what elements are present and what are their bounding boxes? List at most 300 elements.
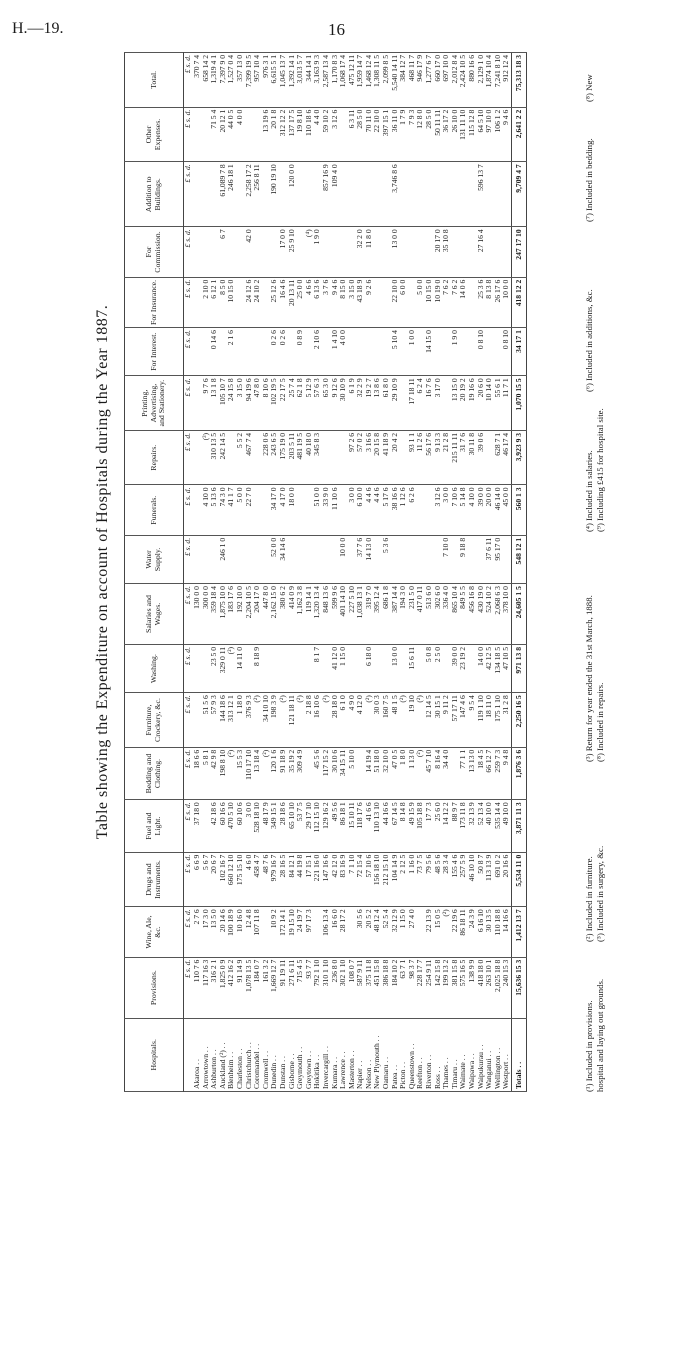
table-cell: 9 4 6 <box>502 107 511 162</box>
table-cell: 227 5 10 <box>348 584 357 645</box>
table-cell: 41 1 7 <box>227 485 236 535</box>
table-row <box>348 53 357 1092</box>
table-cell: 14 0 6 <box>459 277 468 327</box>
table-cell: 3 16 6 <box>365 430 374 485</box>
table-cell: 6 7 <box>219 227 228 277</box>
table-cell: 575 16 5 <box>459 957 468 1018</box>
table-cell <box>356 162 365 227</box>
table-cell <box>193 227 202 277</box>
table-cell: 20 14 6 <box>219 907 228 957</box>
table-cell <box>485 227 494 277</box>
table-cell: 660 12 10 <box>227 852 236 907</box>
table-cell: 77 1 1 <box>459 747 468 799</box>
table-row <box>399 53 408 1092</box>
table-cell: 387 14 4 <box>391 584 400 645</box>
table-cell <box>253 485 262 535</box>
table-cell: 16 7 6 <box>425 376 434 431</box>
table-cell <box>373 227 382 277</box>
table-cell: 42 0 <box>245 227 254 277</box>
table-cell: 312 12 2 <box>279 107 288 162</box>
table-cell: 120 1 6 <box>270 747 279 799</box>
table-cell: 7 1 10 <box>348 852 357 907</box>
table-cell: (²) <box>416 693 425 748</box>
row-label: Reefton . . <box>416 1018 425 1091</box>
table-cell: 7 6 2 <box>442 277 451 327</box>
table-cell: 51 0 0 <box>313 485 322 535</box>
table-cell: 8 14 8 <box>399 800 408 852</box>
footnote-1-cont: hospital and laying out grounds. <box>595 978 605 1092</box>
table-cell: 60 16 6 <box>219 800 228 852</box>
table-cell: 8 16 4 <box>434 747 443 799</box>
table-cell: 417 0 11 <box>416 584 425 645</box>
table-cell: 215 11 11 <box>451 430 460 485</box>
table-cell: 31 2 8 <box>502 693 511 748</box>
table-cell: £ s. d. <box>184 430 194 485</box>
table-cell: 228 17 7 <box>416 957 425 1018</box>
table-cell <box>425 535 434 583</box>
table-cell: 35 10 8 <box>442 227 451 277</box>
table-cell: 254 9 11 <box>425 957 434 1018</box>
row-label: Westport . . <box>502 1018 511 1091</box>
table-cell: 110 18 6 <box>305 107 314 162</box>
table-cell: 976 3 1 <box>262 53 271 108</box>
table-cell: 3,163 9 3 <box>313 53 322 108</box>
table-cell: 20 0 0 <box>485 485 494 535</box>
table-cell: 628 7 1 <box>494 430 503 485</box>
table-cell: 313 12 1 <box>227 693 236 748</box>
table-cell: 857 16 9 <box>322 162 331 227</box>
table-cell <box>288 535 297 583</box>
table-cell: 17 18 11 <box>408 376 417 431</box>
table-cell: 3,013 5 7 <box>296 53 305 108</box>
table-cell: 14 15 0 <box>425 328 434 376</box>
table-cell: 63 7 1 <box>399 957 408 1018</box>
table-cell: 596 13 7 <box>477 162 486 227</box>
column-header: Provisions. <box>125 957 184 1018</box>
table-cell <box>425 162 434 227</box>
table-cell <box>245 107 254 162</box>
table-cell: 418 12 2 <box>511 277 526 327</box>
table-cell: (²) <box>253 693 262 748</box>
table-cell: 61 8 0 <box>382 376 391 431</box>
table-cell: 4 12 0 <box>356 693 365 748</box>
table-cell: 381 15 8 <box>451 957 460 1018</box>
table-cell: 686 1 8 <box>382 584 391 645</box>
table-cell: 2,012 8 4 <box>451 53 460 108</box>
table-cell: 47 0 5 <box>391 747 400 799</box>
table-cell: 6 3 11 <box>348 107 357 162</box>
table-cell: 1,277 6 7 <box>425 53 434 108</box>
table-cell: 2,129 1 0 <box>477 53 486 108</box>
table-cell: 271 6 11 <box>288 957 297 1018</box>
table-cell: 43 18 9 <box>356 277 365 327</box>
column-header: Salaries and Wages. <box>125 584 184 645</box>
row-label: Cromwell . . <box>262 1018 271 1091</box>
table-cell: 48 12 4 <box>373 907 382 957</box>
table-cell: 18 4 5 <box>477 747 486 799</box>
table-cell: 19 2 7 <box>365 376 374 431</box>
table-row <box>373 53 382 1092</box>
table-cell: 15 6 11 <box>408 644 417 692</box>
table-cell: 204 17 0 <box>253 584 262 645</box>
table-cell: 4 6 0 <box>245 852 254 907</box>
table-cell: 19 16 6 <box>468 376 477 431</box>
table-cell <box>485 328 494 376</box>
table-cell: 10 14 0 <box>485 376 494 431</box>
table-cell: 9 4 6 <box>331 277 340 327</box>
table-cell: 6 10 0 <box>356 485 365 535</box>
table-cell: 2 7 6 <box>193 907 202 957</box>
table-cell: 20 19 2 <box>459 376 468 431</box>
table-cell <box>322 430 331 485</box>
table-cell: 24 10 2 <box>253 277 262 327</box>
table-cell: 14 0 0 <box>477 644 486 692</box>
table-cell: 3 7 6 <box>322 277 331 327</box>
table-cell: 4 10 0 <box>468 485 477 535</box>
row-label: Charleston . . <box>236 1018 245 1091</box>
table-cell: 192 10 0 <box>236 584 245 645</box>
footnote-3: (³) Return for year ended the 31st March, 1888. <box>584 595 594 762</box>
table-cell: 70 11 0 <box>365 107 374 162</box>
table-cell: 13 0 0 <box>391 227 400 277</box>
table-cell: 3 12 6 <box>331 107 340 162</box>
table-cell: 11 7 1 <box>502 376 511 431</box>
table-cell: 60 10 6 <box>236 800 245 852</box>
table-row <box>356 53 365 1092</box>
table-cell: 30 10 9 <box>339 376 348 431</box>
table-cell: (⁴) <box>305 227 314 277</box>
table-cell: 184 0 7 <box>253 957 262 1018</box>
table-cell: 97 2 6 <box>348 430 357 485</box>
table-cell: 228 0 6 <box>262 430 271 485</box>
table-cell: 21 2 8 <box>442 430 451 485</box>
column-header: Other Expenses. <box>125 107 184 162</box>
table-cell: 6 0 0 <box>399 277 408 327</box>
column-header: Washing. <box>125 644 184 692</box>
table-cell: 51 5 6 <box>202 693 211 748</box>
table-cell: 45 0 0 <box>502 485 511 535</box>
table-cell: 697 10 0 <box>442 53 451 108</box>
table-cell: 12 4 8 <box>245 907 254 957</box>
table-cell: 40 18 0 <box>305 430 314 485</box>
table-cell: 1 18 0 <box>236 693 245 748</box>
table-cell: 263 10 1 <box>485 957 494 1018</box>
table-cell: 28 18 6 <box>279 800 288 852</box>
footnote-4: (⁴) Included in salaries. <box>584 450 594 532</box>
table-cell: 49 5 6 <box>331 800 340 852</box>
table-cell: 32 2 0 <box>356 227 365 277</box>
table-cell: 129 16 2 <box>322 800 331 852</box>
table-cell <box>279 644 288 692</box>
table-cell: 1,412 13 7 <box>511 907 526 957</box>
table-cell: 1,669 12 7 <box>270 957 279 1018</box>
table-cell: 144 18 6 <box>219 693 228 748</box>
table-cell: 4 17 0 <box>279 485 288 535</box>
table-cell: 113 13 9 <box>485 852 494 907</box>
table-cell: 31 7 6 <box>459 430 468 485</box>
table-cell: 257 5 9 <box>459 852 468 907</box>
table-cell <box>236 328 245 376</box>
row-label: Coromandel . . <box>253 1018 262 1091</box>
table-cell: 2,204 10 5 <box>245 584 254 645</box>
table-cell: 658 14 2 <box>202 53 211 108</box>
column-header: Wine, Ale, &c. <box>125 907 184 957</box>
table-cell: 1,319 4 1 <box>210 53 219 108</box>
table-cell <box>399 535 408 583</box>
table-cell: 29 10 9 <box>391 376 400 431</box>
table-cell <box>373 644 382 692</box>
table-cell: 2,258 17 2 <box>245 162 254 227</box>
table-cell: 3,746 8 6 <box>391 162 400 227</box>
row-label: Wanganui . . <box>485 1018 494 1091</box>
table-cell <box>408 535 417 583</box>
table-cell: 11 10 6 <box>331 485 340 535</box>
table-cell: 106 1 2 <box>494 107 503 162</box>
table-cell: 2 1 6 <box>227 328 236 376</box>
table-cell: 20 15 8 <box>373 430 382 485</box>
table-cell: 14 12 2 <box>442 800 451 852</box>
table-cell: 16 10 6 <box>313 693 322 748</box>
table-cell <box>373 328 382 376</box>
table-cell: 117 15 2 <box>322 747 331 799</box>
units-row <box>184 53 194 1092</box>
table-cell: 1,825 0 9 <box>219 957 228 1018</box>
table-cell: 35 19 2 <box>288 747 297 799</box>
table-cell: 32 2 9 <box>356 376 365 431</box>
table-cell: £ s. d. <box>184 107 194 162</box>
table-cell: 6 1 0 <box>339 693 348 748</box>
table-cell: 1 13 0 <box>408 747 417 799</box>
row-label: Totals . . <box>511 1018 526 1091</box>
table-cell: 14 13 0 <box>365 535 374 583</box>
table-cell: 7 6 2 <box>451 277 460 327</box>
table-cell: 175 1 10 <box>494 693 503 748</box>
expenditure-table <box>124 52 527 1092</box>
table-cell: 2 12 5 <box>399 852 408 907</box>
table-cell: 7 10 0 <box>442 535 451 583</box>
table-cell: 3 0 0 <box>245 800 254 852</box>
table-cell <box>202 162 211 227</box>
table-cell <box>313 535 322 583</box>
table-cell: 5 17 6 <box>382 485 391 535</box>
table-cell: 110 7 6 <box>193 957 202 1018</box>
table-cell: 173 11 8 <box>459 800 468 852</box>
row-label: Riverton . . <box>425 1018 434 1091</box>
table-cell: 528 18 10 <box>253 800 262 852</box>
table-cell <box>434 328 443 376</box>
table-cell: 1 0 0 <box>408 328 417 376</box>
table-cell: 256 8 11 <box>253 162 262 227</box>
table-cell: 8 1 7 <box>313 644 322 692</box>
table-cell: 418 18 0 <box>477 957 486 1018</box>
column-header: Bedding and Clothing. <box>125 747 184 799</box>
table-cell: 1,527 0 4 <box>227 53 236 108</box>
table-cell: 20 5 2 <box>365 907 374 957</box>
table-cell: 45 5 6 <box>313 747 322 799</box>
table-row <box>331 53 340 1092</box>
table-cell: 6 6 9 <box>193 852 202 907</box>
table-cell: 6 2 6 <box>408 485 417 535</box>
table-cell: 397 15 1 <box>382 107 391 162</box>
table-cell: 3 12 6 <box>434 485 443 535</box>
table-cell: 6 1 9 <box>348 376 357 431</box>
table-cell <box>262 644 271 692</box>
table-cell: 243 6 5 <box>270 430 279 485</box>
table-cell: 599 9 6 <box>331 584 340 645</box>
table-cell: 39 0 0 <box>477 485 486 535</box>
table-cell: 160 7 5 <box>382 693 391 748</box>
table-cell: 30 10 6 <box>331 747 340 799</box>
table-cell <box>356 328 365 376</box>
header-row <box>125 53 184 1092</box>
table-cell: 3 15 0 <box>236 376 245 431</box>
table-cell: 34 17 0 <box>270 485 279 535</box>
table-cell: 2,641 2 2 <box>511 107 526 162</box>
table-cell: 17 3 0 <box>202 907 211 957</box>
table-cell: 34 17 1 <box>511 328 526 376</box>
table-cell: 41 12 0 <box>331 644 340 692</box>
table-cell: 3 17 0 <box>434 376 443 431</box>
table-cell <box>236 535 245 583</box>
table-cell: 2,025 18 8 <box>494 957 503 1018</box>
table-cell: 50 8 7 <box>477 852 486 907</box>
table-row <box>477 53 486 1092</box>
table-cell: 11 2 6 <box>416 430 425 485</box>
table-cell: 2 10 6 <box>313 328 322 376</box>
table-cell: 513 6 0 <box>425 584 434 645</box>
table-cell: 65 10 10 <box>288 800 297 852</box>
table-cell: 247 17 10 <box>511 227 526 277</box>
table-cell: 1,045 13 7 <box>279 53 288 108</box>
table-cell <box>365 328 374 376</box>
table-cell <box>416 227 425 277</box>
table-cell <box>270 644 279 692</box>
table-cell <box>262 227 271 277</box>
table-row <box>236 53 245 1092</box>
row-label: Gisborne . . <box>288 1018 297 1091</box>
table-cell: 378 10 0 <box>502 584 511 645</box>
table-cell: 5,534 11 0 <box>511 852 526 907</box>
row-label: Masterton . . <box>348 1018 357 1091</box>
table-cell: 175 19 0 <box>279 430 288 485</box>
table-cell: 475 12 11 <box>348 53 357 108</box>
table-cell: 34 15 11 <box>339 747 348 799</box>
table-cell: 49 10 0 <box>502 800 511 852</box>
table-cell: 1,068 17 4 <box>339 53 348 108</box>
table-cell: 560 1 3 <box>511 485 526 535</box>
table-cell: 5 0 0 <box>236 485 245 535</box>
table-cell: 24,605 1 5 <box>511 584 526 645</box>
table-cell: 9 12 6 <box>331 376 340 431</box>
table-cell: 57 0 2 <box>356 430 365 485</box>
table-cell: 412 16 2 <box>227 957 236 1018</box>
table-cell: 3 0 0 <box>442 485 451 535</box>
row-label: Arrowtown . . <box>202 1018 211 1091</box>
table-row <box>245 53 254 1092</box>
table-cell: £ s. d. <box>184 162 194 227</box>
table-cell: 44 19 8 <box>296 852 305 907</box>
row-label: Lawrence . . <box>339 1018 348 1091</box>
table-cell: 37 6 11 <box>485 535 494 583</box>
table-row <box>485 53 494 1092</box>
table-cell: 957 10 4 <box>253 53 262 108</box>
table-cell <box>399 162 408 227</box>
row-label: Patea . . <box>391 1018 400 1091</box>
table-cell: 17 15 1 <box>305 852 314 907</box>
table-row <box>339 53 348 1092</box>
table-cell: 24 19 7 <box>296 907 305 957</box>
table-cell: 792 1 10 <box>313 957 322 1018</box>
table-cell <box>305 535 314 583</box>
table-cell: £ s. d. <box>184 53 194 108</box>
table-cell <box>494 162 503 227</box>
table-cell: (²) <box>322 693 331 748</box>
table-cell <box>202 535 211 583</box>
table-cell: 13 15 0 <box>451 376 460 431</box>
table-cell <box>193 328 202 376</box>
table-row <box>365 53 374 1092</box>
table-row <box>193 53 202 1092</box>
table-cell: 5 3 6 <box>382 535 391 583</box>
table-cell: 236 8 0 <box>331 957 340 1018</box>
table-cell: (³) <box>202 430 211 485</box>
table-cell: 12 8 0 <box>416 107 425 162</box>
table-cell: 7,399 19 5 <box>245 53 254 108</box>
table-cell: 137 17 5 <box>288 107 297 162</box>
table-cell: 5 12 9 <box>305 376 314 431</box>
table-cell: 7 9 3 <box>408 107 417 162</box>
table-cell: 9,709 4 7 <box>511 162 526 227</box>
table-cell: 15,636 15 3 <box>511 957 526 1018</box>
table-cell <box>305 162 314 227</box>
footnote-new: (⁸) New <box>584 74 594 102</box>
table-cell: 86 18 11 <box>459 907 468 957</box>
table-cell: 9 5 4 <box>468 693 477 748</box>
table-cell: 1 9 0 <box>451 328 460 376</box>
table-cell: 30 11 8 <box>468 430 477 485</box>
table-cell: 9 2 6 <box>365 277 374 327</box>
table-cell <box>399 227 408 277</box>
table-cell: 110 18 8 <box>494 907 503 957</box>
table-cell: 28 3 4 <box>442 852 451 907</box>
row-label: Queenstown . . <box>408 1018 417 1091</box>
table-cell: 13 0 0 <box>391 644 400 692</box>
table-cell: 42 12 0 <box>331 852 340 907</box>
table-cell <box>459 328 468 376</box>
table-cell: 6 2 4 <box>416 376 425 431</box>
table-cell: 344 14 1 <box>305 53 314 108</box>
table-cell <box>373 162 382 227</box>
table-cell: 979 16 7 <box>270 852 279 907</box>
table-cell: 175 15 10 <box>236 852 245 907</box>
table-cell: 6 13 6 <box>313 277 322 327</box>
table-cell: 61,089 7 8 <box>219 162 228 227</box>
table-cell: 199 13 2 <box>442 957 451 1018</box>
table-cell: 19 8 10 <box>296 107 305 162</box>
table-cell: 30 0 3 <box>373 693 382 748</box>
table-cell: 45 7 10 <box>425 747 434 799</box>
table-cell: 46 10 10 <box>468 852 477 907</box>
table-cell: 64 5 10 <box>477 107 486 162</box>
table-cell: 98 3 7 <box>408 957 417 1018</box>
table-cell: 52 5 4 <box>382 907 391 957</box>
table-cell: 1,874 10 4 <box>485 53 494 108</box>
table-cell: 37 7 6 <box>356 535 365 583</box>
table-cell: 0 14 6 <box>210 328 219 376</box>
table-cell: 24 15 8 <box>227 376 236 431</box>
table-cell: 28 18 0 <box>331 693 340 748</box>
table-cell: 29 17 10 <box>305 800 314 852</box>
